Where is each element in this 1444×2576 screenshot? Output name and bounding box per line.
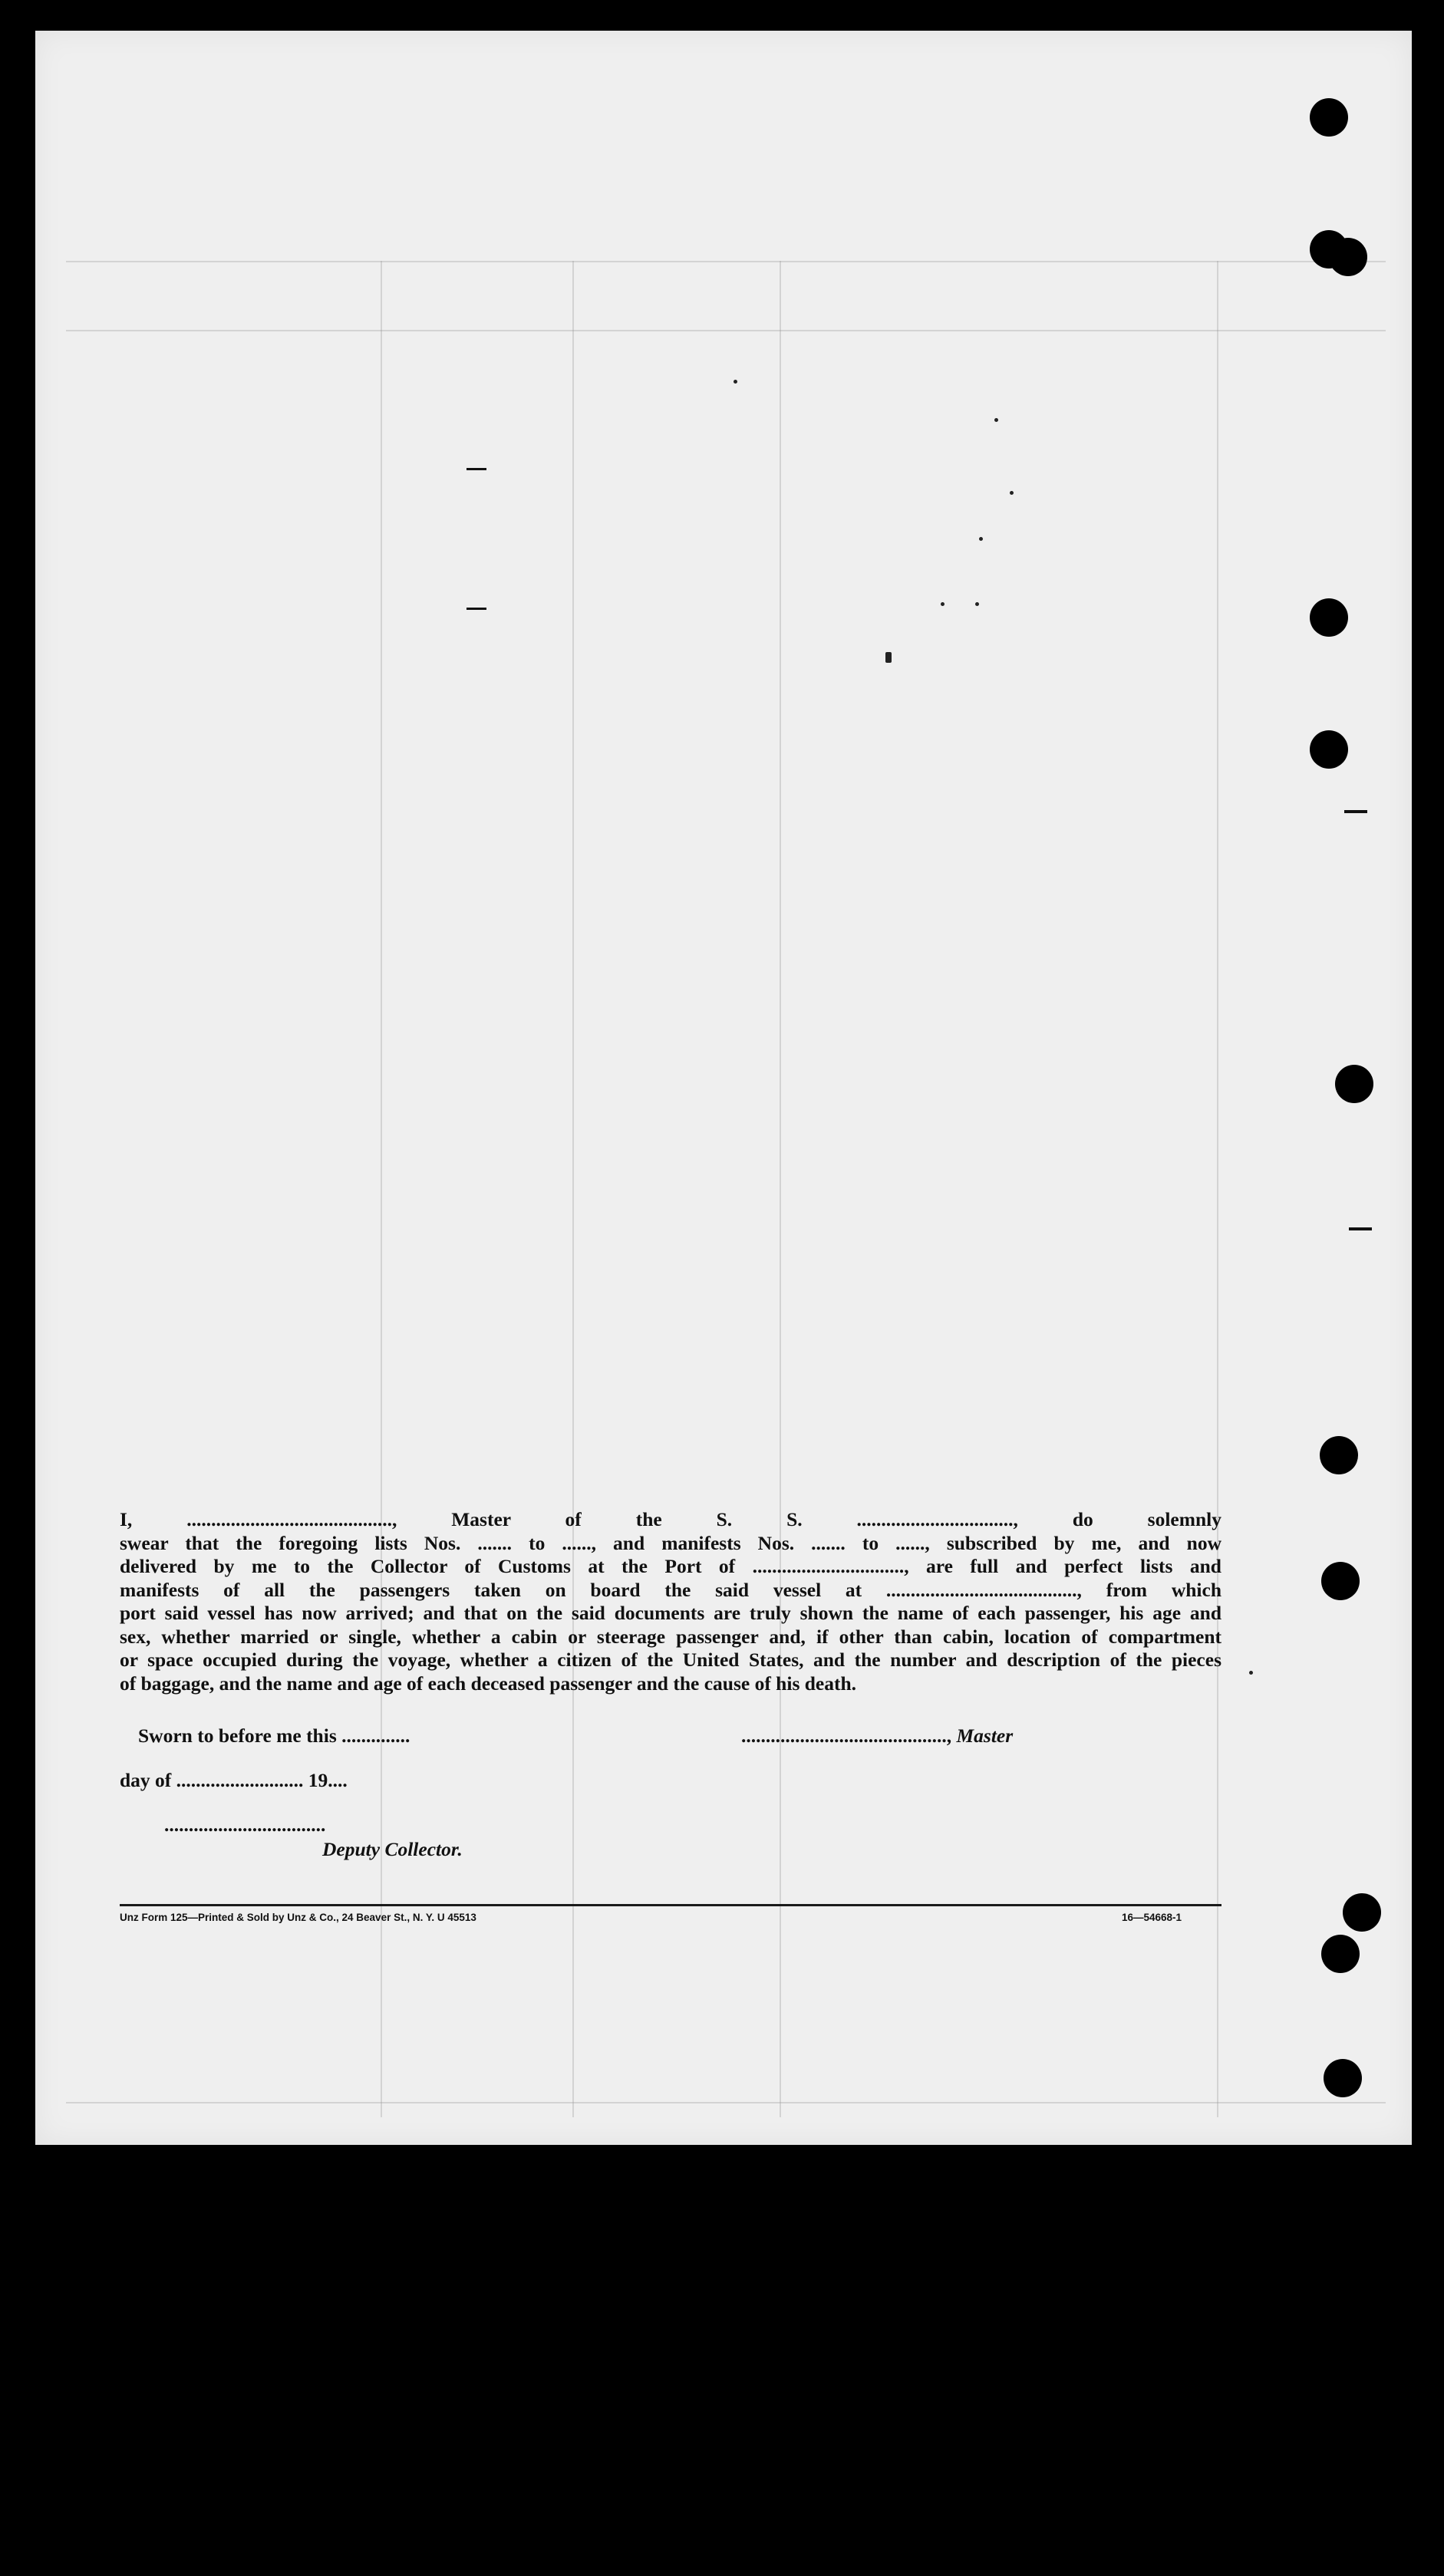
punch-hole <box>1310 98 1348 137</box>
oath-line: of baggage, and the name and age of each deceased passenger and the cause of his death. <box>120 1672 857 1695</box>
punch-hole <box>1329 238 1367 276</box>
edge-tick-mark <box>1344 810 1367 813</box>
speck <box>1010 491 1014 495</box>
ghost-column-line <box>780 261 781 2117</box>
punch-hole <box>1320 1436 1358 1474</box>
ghost-row-line <box>66 261 1386 262</box>
speck <box>975 602 979 606</box>
speck <box>734 380 737 384</box>
edge-tick-mark <box>1349 1227 1372 1230</box>
punch-hole <box>1343 1893 1381 1932</box>
form-number: 16—54668-1 <box>1122 1912 1182 1923</box>
ghost-column-line <box>1217 261 1218 2117</box>
oath-line: manifests of all the passengers taken on board the said vessel at ......................................., from which <box>120 1578 1221 1601</box>
day-of-line: day of .......................... 19.... <box>120 1769 348 1791</box>
oath-line: delivered by me to the Collector of Customs at the Port of ..............................., are full and perfect lists and <box>120 1555 1221 1577</box>
oath-line: or space occupied during the voyage, whether a citizen of the United States, and the number and description of the pieces <box>120 1649 1221 1671</box>
ghost-dash <box>466 608 486 610</box>
master-signature-dots: .........................................., <box>741 1724 952 1747</box>
speck <box>885 652 892 663</box>
speck <box>1249 1671 1253 1675</box>
punch-hole <box>1321 1562 1360 1600</box>
speck <box>941 602 945 606</box>
punch-hole <box>1310 730 1348 769</box>
oath-line: swear that the foregoing lists Nos. ....... to ......, and manifests Nos. ....... to ......, subscribed by me, and now <box>120 1531 1221 1554</box>
ghost-dash <box>466 468 486 470</box>
ghost-row-line <box>66 2102 1386 2103</box>
footer-rule <box>120 1904 1221 1906</box>
speck <box>979 537 983 541</box>
ghost-row-line <box>66 330 1386 331</box>
ghost-column-line <box>572 261 574 2117</box>
punch-hole <box>1310 598 1348 637</box>
punch-hole <box>1335 1065 1373 1103</box>
printer-imprint: Unz Form 125—Printed & Sold by Unz & Co., 24 Beaver St., N. Y. U 45513 <box>120 1912 476 1923</box>
deputy-signature-dots: ................................. <box>164 1813 326 1836</box>
oath-line: port said vessel has now arrived; and that on the said documents are truly shown the name of each passenger, his age and <box>120 1602 1221 1624</box>
master-signature-line <box>741 1724 1013 1748</box>
master-oath-paragraph <box>120 1508 1221 1695</box>
punch-hole <box>1321 1935 1360 1973</box>
sworn-before-line: Sworn to before me this .............. <box>138 1724 410 1747</box>
speck <box>994 418 998 422</box>
oath-line: I, .........................................., Master of the S. S. ................................, do solemnly <box>120 1508 1221 1530</box>
oath-line: sex, whether married or single, whether a cabin or steerage passenger and, if other than cabin, location of compartment <box>120 1625 1221 1648</box>
master-label: Master <box>956 1724 1014 1747</box>
deputy-collector-label: Deputy Collector. <box>322 1838 463 1860</box>
punch-hole <box>1324 2059 1362 2097</box>
